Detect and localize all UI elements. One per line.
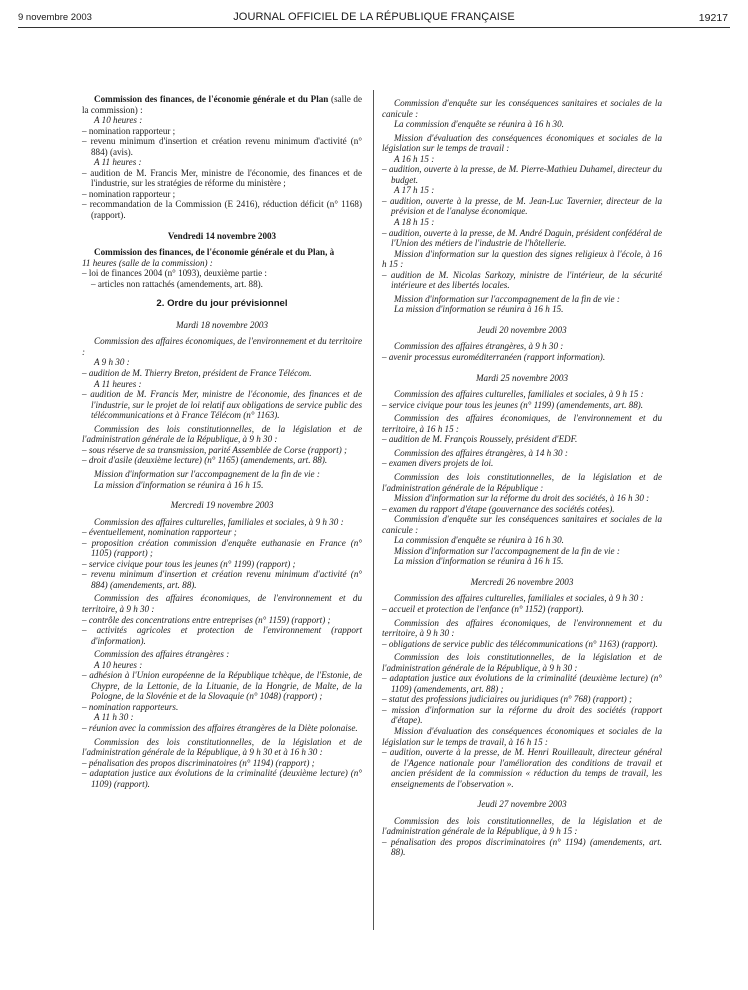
time-label: A 10 heures : xyxy=(94,115,143,126)
date-heading: Jeudi 20 novembre 2003 xyxy=(477,324,567,335)
agenda-entry-title: Commission des lois constitutionnelles, de la législation et de l'administration générale de la République, à 9 h 30 et à 16 h 30 : xyxy=(82,736,362,758)
agenda-entry-title: Commission des affaires économiques, de l'environnement et du territoire, à 16 h 15 : xyxy=(382,413,662,434)
time-label: A 11 heures : xyxy=(94,157,142,168)
header-journal-title: JOURNAL OFFICIEL DE LA RÉPUBLIQUE FRANÇAISE xyxy=(233,11,515,23)
agenda-entry-title: Commission des lois constitutionnelles, de la législation et de l'administration générale de la République, à 9 h 30 : xyxy=(382,652,662,673)
agenda-entry-title: Commission des lois constitutionnelles, de la législation et de l'administration générale de la République, à 9 h 15 : xyxy=(382,815,662,837)
header-rule xyxy=(18,27,730,28)
agenda-entry-title: Commission des affaires culturelles, familiales et sociales, à 9 h 15 : xyxy=(394,389,644,400)
date-heading: Mercredi 19 novembre 2003 xyxy=(170,500,274,511)
time-label: A 10 heures : xyxy=(94,659,143,670)
agenda-entry-title: Commission des affaires étrangères : xyxy=(94,649,230,660)
agenda-item: – adaptation justice aux évolutions de la criminalité (deuxième lecture) (n° 1109) (amendements, art. 88) ; xyxy=(382,673,662,694)
section-heading: 2. Ordre du jour prévisionnel xyxy=(156,298,288,310)
date-heading: Mercredi 26 novembre 2003 xyxy=(470,576,574,587)
agenda-subitem: – articles non rattachés (amendements, art. 88). xyxy=(91,278,263,289)
agenda-item: – adhésion à l'Union européenne de la République tchèque, de l'Estonie, de Chypre, de la Lettonie, de la Lituanie, de la Hongrie, de Malte, de la Pologne, de la Slovénie et de la Slovaquie (n° 1048) (rapport) ; xyxy=(82,670,362,702)
left-column xyxy=(82,94,362,789)
time-label: A 16 h 15 : xyxy=(394,153,435,164)
agenda-entry-title: Commission des lois constitutionnelles, de la législation et de l'administration générale de la République : xyxy=(382,471,662,493)
agenda-item: – audition, ouverte à la presse, de M. Henri Rouilleault, directeur général de l'Agence nationale pour l'amélioration des conditions de travail et ancien président de la commission « réduction du temps de travail, les enseignements de l'observation ». xyxy=(382,747,662,789)
agenda-entry-title: Mission d'information sur l'accompagnement de la fin de vie : xyxy=(394,545,620,556)
time-label: A 18 h 15 : xyxy=(394,217,435,228)
agenda-entry-title: Commission des lois constitutionnelles, de la législation et de l'administration générale de la République, à 9 h 30 : xyxy=(82,423,362,445)
agenda-item: – activités agricoles et protection de l'environnement (rapport d'information). xyxy=(82,625,362,646)
agenda-item: – mission d'information sur la réforme du droit des sociétés (rapport d'étape). xyxy=(382,704,662,726)
time-label: A 11 h 30 : xyxy=(94,712,134,723)
agenda-item: – audition, ouverte à la presse, de M. Jean-Luc Tavernier, directeur de la prévision et de l'analyse économique. xyxy=(382,195,662,217)
agenda-note: La commission d'enquête se réunira à 16 h 30. xyxy=(394,119,564,130)
agenda-item: – recommandation de la Commission (E 2416), réduction déficit (n° 1168) (rapport). xyxy=(82,199,362,221)
agenda-item: – audition de M. Francis Mer, ministre de l'économie, des finances et de l'industrie, sur les stratégies de réforme du ministère ; xyxy=(82,167,362,189)
agenda-item: – audition de M. François Roussely, président d'EDF. xyxy=(382,434,578,445)
agenda-note: La mission d'information se réunira à 16 h 15. xyxy=(94,479,264,490)
agenda-item: – avenir processus euroméditerranéen (rapport information). xyxy=(382,352,606,363)
agenda-item: – audition, ouverte à la presse, de M. André Daguin, président confédéral de l'Union des métiers de l'industrie de l'hôtellerie. xyxy=(382,227,662,249)
agenda-entry-title: Commission des affaires étrangères, à 14 h 30 : xyxy=(394,447,568,458)
agenda-entry-title: Commission des affaires économiques, de l'environnement et du territoire, à 9 h 30 : xyxy=(382,617,662,639)
agenda-entry-title: Commission des finances, de l'économie générale et du Plan (salle de la commission) : xyxy=(82,94,362,115)
column-divider xyxy=(373,90,374,930)
agenda-entry-title: Mission d'information sur l'accompagnement de la fin de vie : xyxy=(94,468,320,479)
time-label: A 11 heures : xyxy=(94,378,142,389)
agenda-item: – audition de M. Francis Mer, ministre de l'économie, des finances et de l'industrie, sur le projet de loi relatif aux obligations de service public des télécommunications et à France Télécom (n° 1163). xyxy=(82,389,362,421)
time-label: A 17 h 15 : xyxy=(394,185,435,196)
agenda-entry-title: Mission d'évaluation des conséquences économiques et sociales de la législation sur le temps de travail, à 16 h 15 : xyxy=(382,725,662,747)
agenda-item: – audition, ouverte à la presse, de M. Pierre-Mathieu Duhamel, directeur du budget. xyxy=(382,164,662,185)
agenda-item: – obligations de service public des télécommunications (n° 1163) (rapport). xyxy=(382,638,658,649)
agenda-entry-title: Commission d'enquête sur les conséquences sanitaires et sociales de la canicule : xyxy=(382,514,662,535)
agenda-item: – droit d'asile (deuxième lecture) (n° 1165) (amendements, art. 88). xyxy=(82,455,328,466)
agenda-item: – pénalisation des propos discriminatoires (n° 1194) (rapport) ; xyxy=(82,757,315,768)
date-heading: Mardi 18 novembre 2003 xyxy=(175,319,269,330)
agenda-entry-title: Commission des affaires culturelles, familiales et sociales, à 9 h 30 : xyxy=(394,593,644,604)
page-header xyxy=(18,10,730,32)
date-heading: Vendredi 14 novembre 2003 xyxy=(167,230,277,241)
agenda-entry-title-cont: 11 heures (salle de la commission) : xyxy=(82,257,213,268)
time-label: A 9 h 30 : xyxy=(94,357,130,368)
agenda-item: – sous réserve de sa transmission, parité Assemblée de Corse (rapport) ; xyxy=(82,444,348,455)
header-page-number: 19217 xyxy=(698,12,728,24)
agenda-entry-title: Commission des affaires culturelles, familiales et sociales, à 9 h 30 : xyxy=(94,516,344,527)
agenda-note: La mission d'information se réunira à 16 h 15. xyxy=(394,304,564,315)
agenda-entry-title: Mission d'information sur la question des signes religieux à l'école, à 16 h 15 : xyxy=(382,248,662,270)
agenda-entry-title: Mission d'information sur l'accompagnement de la fin de vie : xyxy=(394,293,620,304)
agenda-item: – statut des professions judiciaires ou juridiques (n° 768) (rapport) ; xyxy=(382,694,633,705)
agenda-item: – pénalisation des propos discriminatoires (n° 1194) (amendements, art. 88). xyxy=(382,836,662,858)
agenda-item: – nomination rapporteur ; xyxy=(82,188,176,199)
agenda-item: – nomination rapporteurs. xyxy=(82,701,179,712)
agenda-item: – examen du rapport d'étape (gouvernance des sociétés cotées). xyxy=(382,503,615,514)
agenda-item: – éventuellement, nomination rapporteur ; xyxy=(82,527,237,538)
agenda-entry-title: Commission des affaires économiques, de l'environnement et du territoire : xyxy=(82,336,362,357)
agenda-item: – audition de M. Thierry Breton, président de France Télécom. xyxy=(82,368,312,379)
date-heading: Mardi 25 novembre 2003 xyxy=(475,372,569,383)
agenda-subtitle: Mission d'information sur la réforme du droit des sociétés, à 16 h 30 : xyxy=(394,493,650,504)
agenda-item: – adaptation justice aux évolutions de la criminalité (deuxième lecture) (n° 1109) (rapport). xyxy=(82,768,362,789)
agenda-item: – accueil et protection de l'enfance (n° 1152) (rapport). xyxy=(382,603,584,614)
agenda-item: – réunion avec la commission des affaires étrangères de la Diète polonaise. xyxy=(82,722,358,733)
agenda-entry-title: Commission d'enquête sur les conséquences sanitaires et sociales de la canicule : xyxy=(382,98,662,119)
agenda-note: La mission d'information se réunira à 16 h 15. xyxy=(394,556,564,567)
agenda-item: – contrôle des concentrations entre entreprises (n° 1159) (rapport) ; xyxy=(82,614,331,625)
agenda-item: – service civique pour tous les jeunes (n° 1199) (amendements, art. 88). xyxy=(382,399,644,410)
right-column xyxy=(382,98,662,858)
agenda-item: – examen divers projets de loi. xyxy=(382,458,494,469)
date-heading: Jeudi 27 novembre 2003 xyxy=(477,799,567,810)
agenda-note: La commission d'enquête se réunira à 16 h 30. xyxy=(394,535,564,546)
header-date: 9 novembre 2003 xyxy=(18,12,92,23)
agenda-item: – proposition création commission d'enquête euthanasie en France (n° 1105) (rapport) ; xyxy=(82,537,362,559)
agenda-entry-title: Mission d'évaluation des conséquences économiques et sociales de la législation sur le temps de travail : xyxy=(382,132,662,154)
agenda-item: – loi de finances 2004 (n° 1093), deuxième partie : xyxy=(82,268,267,279)
agenda-item: – revenu minimum d'insertion et création revenu minimum d'activité (n° 884) (amendements, art. 88). xyxy=(82,569,362,590)
agenda-item: – service civique pour tous les jeunes (n° 1199) (rapport) ; xyxy=(82,558,296,569)
agenda-entry-title: Commission des affaires étrangères, à 9 h 30 : xyxy=(394,341,564,352)
agenda-entry-title: Commission des finances, de l'économie générale et du Plan, à xyxy=(94,247,335,258)
agenda-item: – revenu minimum d'insertion et création revenu minimum d'activité (n° 884) (avis). xyxy=(82,136,362,157)
agenda-item: – audition de M. Nicolas Sarkozy, ministre de l'intérieur, de la sécurité intérieure et des libertés locales. xyxy=(382,269,662,291)
agenda-entry-title: Commission des affaires économiques, de l'environnement et du territoire, à 9 h 30 : xyxy=(82,593,362,614)
agenda-item: – nomination rapporteur ; xyxy=(82,125,176,136)
